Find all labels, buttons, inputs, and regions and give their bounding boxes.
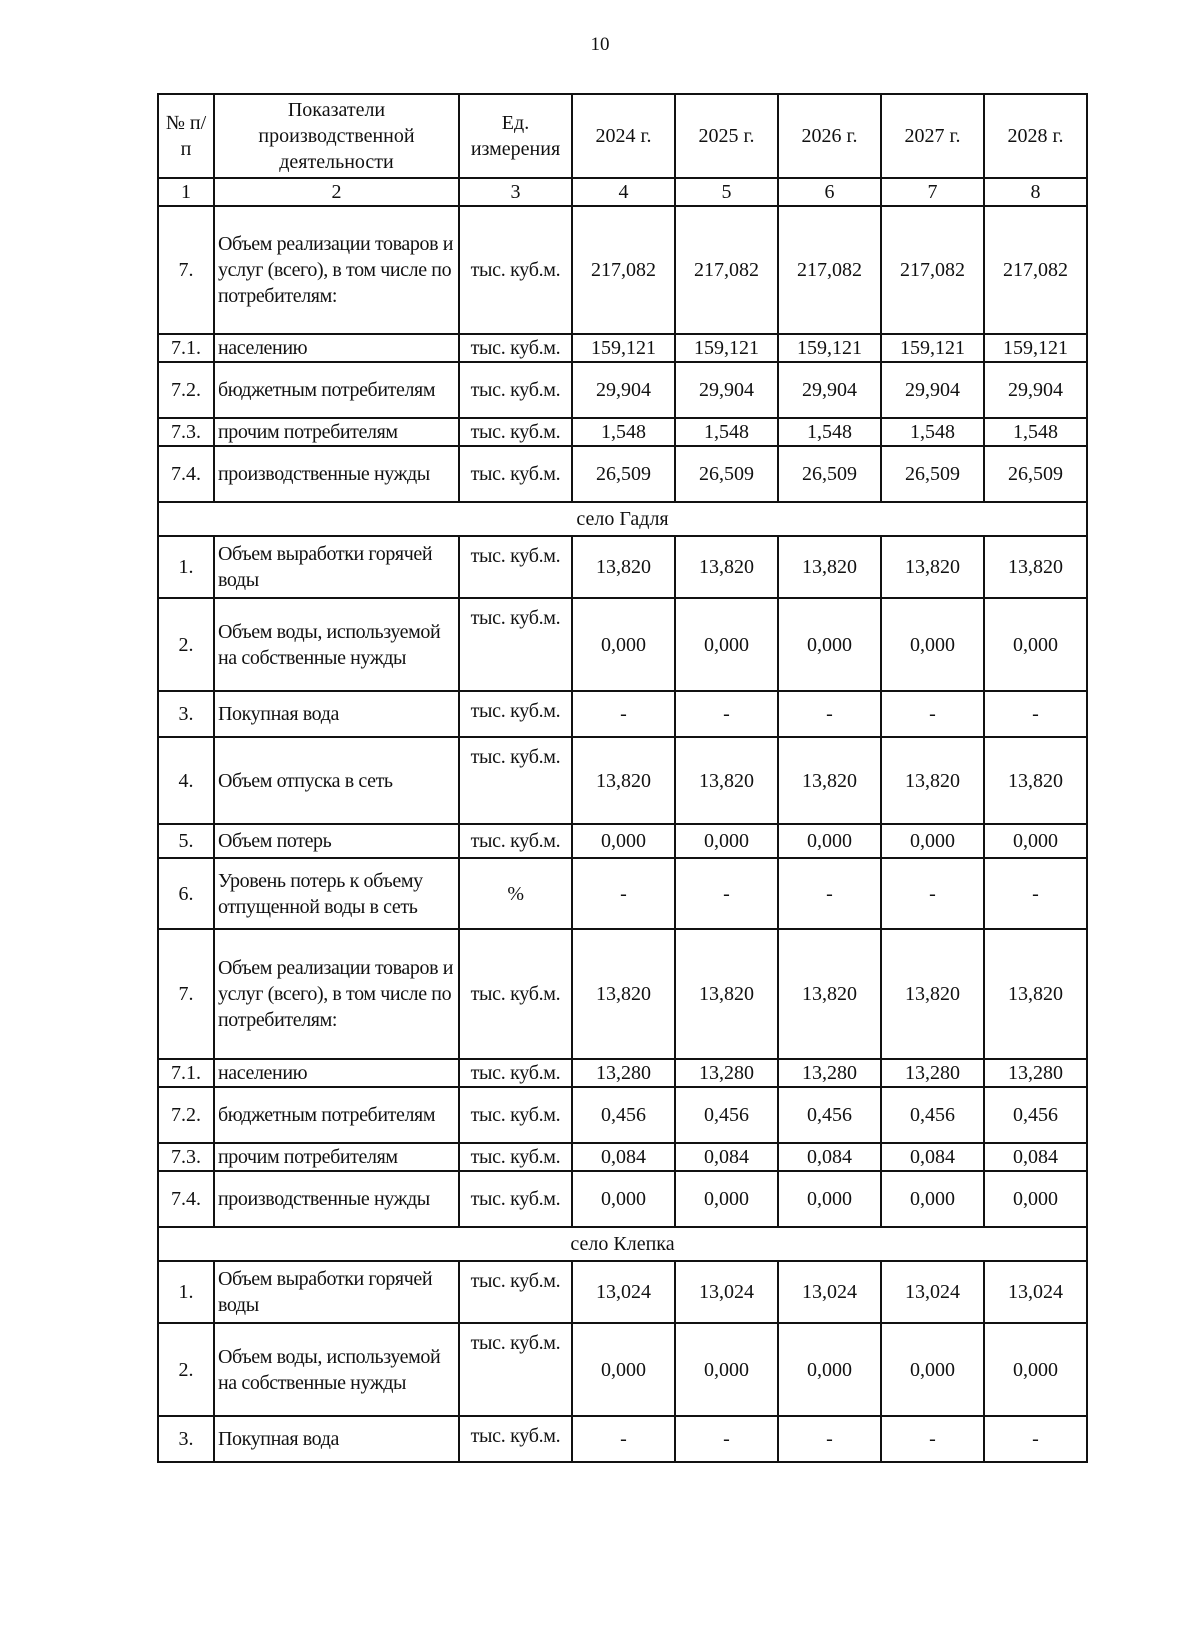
table-row (158, 418, 1087, 446)
value-cell: 13,820 (778, 536, 881, 598)
value-cell: - (572, 691, 675, 737)
value-cell: 13,280 (675, 1059, 778, 1087)
table-row (158, 206, 1087, 334)
indicator-name: производственные нужды (214, 1171, 459, 1227)
indicator-name: Объем потерь (214, 824, 459, 858)
value-cell: - (881, 858, 984, 929)
indicator-name: Покупная вода (214, 1416, 459, 1462)
unit-cell: тыс. куб.м. (459, 1171, 572, 1227)
column-number: 2 (214, 178, 459, 206)
value-cell: 0,456 (881, 1087, 984, 1143)
value-cell: 217,082 (675, 206, 778, 334)
value-cell: 13,820 (778, 737, 881, 824)
column-number: 5 (675, 178, 778, 206)
value-cell: 0,000 (572, 824, 675, 858)
value-cell: 0,000 (984, 1323, 1087, 1416)
value-cell: - (881, 1416, 984, 1462)
table-row (158, 334, 1087, 362)
table-row (158, 824, 1087, 858)
column-number: 4 (572, 178, 675, 206)
row-number: 3. (158, 691, 214, 737)
value-cell: 0,000 (984, 1171, 1087, 1227)
unit-cell: тыс. куб.м. (459, 536, 572, 598)
value-cell: 159,121 (572, 334, 675, 362)
section-title: село Гадля (158, 502, 1087, 536)
value-cell: - (778, 691, 881, 737)
section-klepka-title (158, 1227, 1087, 1261)
value-cell: 13,024 (778, 1261, 881, 1323)
value-cell: 0,000 (984, 824, 1087, 858)
value-cell: - (881, 691, 984, 737)
row-number: 7.3. (158, 1143, 214, 1171)
value-cell: 13,820 (984, 737, 1087, 824)
indicator-name: Объем выработки горячей воды (214, 1261, 459, 1323)
indicator-name: Объем выработки горячей воды (214, 536, 459, 598)
unit-cell: тыс. куб.м. (459, 737, 572, 824)
unit-cell: тыс. куб.м. (459, 1143, 572, 1171)
indicator-name: Покупная вода (214, 691, 459, 737)
row-number: 1. (158, 536, 214, 598)
unit-cell: тыс. куб.м. (459, 1087, 572, 1143)
value-cell: 0,000 (778, 1323, 881, 1416)
value-cell: 0,000 (778, 1171, 881, 1227)
header-unit: Ед. измерения (459, 94, 572, 178)
row-number: 7.3. (158, 418, 214, 446)
value-cell: 29,904 (675, 362, 778, 418)
value-cell: 13,024 (881, 1261, 984, 1323)
value-cell: 0,456 (675, 1087, 778, 1143)
table-body-top (158, 206, 1087, 502)
value-cell: 13,820 (572, 536, 675, 598)
section-header-row (158, 502, 1087, 536)
value-cell: 0,084 (675, 1143, 778, 1171)
unit-cell: тыс. куб.м. (459, 824, 572, 858)
value-cell: 217,082 (881, 206, 984, 334)
table-row (158, 929, 1087, 1059)
unit-cell: тыс. куб.м. (459, 691, 572, 737)
row-number: 1. (158, 1261, 214, 1323)
value-cell: 26,509 (984, 446, 1087, 502)
value-cell: 0,000 (881, 824, 984, 858)
row-number: 2. (158, 598, 214, 691)
table-row (158, 1059, 1087, 1087)
section-klepka-body (158, 1261, 1087, 1462)
row-number: 4. (158, 737, 214, 824)
header-year: 2027 г. (881, 94, 984, 178)
value-cell: 0,000 (778, 598, 881, 691)
column-number: 3 (459, 178, 572, 206)
value-cell: 1,548 (675, 418, 778, 446)
value-cell: 0,084 (984, 1143, 1087, 1171)
table-row (158, 536, 1087, 598)
value-cell: 13,024 (572, 1261, 675, 1323)
table-row (158, 362, 1087, 418)
value-cell: 1,548 (778, 418, 881, 446)
unit-cell: тыс. куб.м. (459, 446, 572, 502)
value-cell: 26,509 (675, 446, 778, 502)
value-cell: 0,456 (572, 1087, 675, 1143)
section-gadlya-title (158, 502, 1087, 536)
row-number: 7.1. (158, 1059, 214, 1087)
row-number: 7.2. (158, 1087, 214, 1143)
indicator-name: бюджетным потребителям (214, 362, 459, 418)
indicator-name: Объем реализации товаров и услуг (всего), в том числе по потребителям: (214, 206, 459, 334)
unit-cell: тыс. куб.м. (459, 1416, 572, 1462)
value-cell: 0,000 (675, 1171, 778, 1227)
value-cell: 29,904 (881, 362, 984, 418)
table-row (158, 737, 1087, 824)
value-cell: 13,280 (778, 1059, 881, 1087)
value-cell: - (572, 1416, 675, 1462)
row-number: 7. (158, 929, 214, 1059)
value-cell: 217,082 (984, 206, 1087, 334)
value-cell: 1,548 (984, 418, 1087, 446)
table-row (158, 446, 1087, 502)
unit-cell: % (459, 858, 572, 929)
value-cell: 26,509 (778, 446, 881, 502)
table-row (158, 1416, 1087, 1462)
value-cell: 13,820 (984, 536, 1087, 598)
indicator-name: населению (214, 1059, 459, 1087)
value-cell: 13,820 (675, 929, 778, 1059)
row-number: 7.4. (158, 1171, 214, 1227)
unit-cell: тыс. куб.м. (459, 1059, 572, 1087)
table-row (158, 598, 1087, 691)
unit-cell: тыс. куб.м. (459, 929, 572, 1059)
value-cell: 0,000 (675, 1323, 778, 1416)
column-number: 8 (984, 178, 1087, 206)
unit-cell: тыс. куб.м. (459, 1261, 572, 1323)
row-number: 6. (158, 858, 214, 929)
table-header-row (158, 94, 1087, 178)
value-cell: 13,820 (778, 929, 881, 1059)
column-number: 7 (881, 178, 984, 206)
value-cell: 0,000 (984, 598, 1087, 691)
value-cell: 217,082 (778, 206, 881, 334)
value-cell: 1,548 (572, 418, 675, 446)
value-cell: 13,280 (572, 1059, 675, 1087)
indicator-name: Уровень потерь к объему отпущенной воды в сеть (214, 858, 459, 929)
value-cell: - (778, 858, 881, 929)
value-cell: 0,000 (572, 1323, 675, 1416)
unit-cell: тыс. куб.м. (459, 598, 572, 691)
value-cell: 13,024 (984, 1261, 1087, 1323)
value-cell: 29,904 (778, 362, 881, 418)
row-number: 7.4. (158, 446, 214, 502)
value-cell: - (778, 1416, 881, 1462)
column-number: 6 (778, 178, 881, 206)
unit-cell: тыс. куб.м. (459, 362, 572, 418)
row-number: 2. (158, 1323, 214, 1416)
value-cell: 159,121 (984, 334, 1087, 362)
unit-cell: тыс. куб.м. (459, 418, 572, 446)
value-cell: 13,820 (572, 929, 675, 1059)
indicator-name: бюджетным потребителям (214, 1087, 459, 1143)
indicator-name: производственные нужды (214, 446, 459, 502)
value-cell: 13,820 (881, 929, 984, 1059)
value-cell: 0,456 (778, 1087, 881, 1143)
section-gadlya-body (158, 536, 1087, 1227)
value-cell: 159,121 (881, 334, 984, 362)
value-cell: 1,548 (881, 418, 984, 446)
column-number-row (158, 178, 1087, 206)
column-number: 1 (158, 178, 214, 206)
value-cell: 0,000 (881, 1323, 984, 1416)
table-row (158, 1143, 1087, 1171)
row-number: 3. (158, 1416, 214, 1462)
value-cell: 0,084 (778, 1143, 881, 1171)
value-cell: 0,000 (881, 1171, 984, 1227)
section-title: село Клепка (158, 1227, 1087, 1261)
value-cell: 29,904 (984, 362, 1087, 418)
value-cell: 26,509 (881, 446, 984, 502)
value-cell: 0,000 (675, 598, 778, 691)
value-cell: 159,121 (675, 334, 778, 362)
section-header-row (158, 1227, 1087, 1261)
value-cell: 0,456 (984, 1087, 1087, 1143)
value-cell: 13,820 (984, 929, 1087, 1059)
value-cell: 159,121 (778, 334, 881, 362)
unit-cell: тыс. куб.м. (459, 334, 572, 362)
indicator-name: прочим потребителям (214, 1143, 459, 1171)
value-cell: - (984, 691, 1087, 737)
value-cell: 13,820 (675, 737, 778, 824)
value-cell: - (572, 858, 675, 929)
value-cell: 13,820 (675, 536, 778, 598)
value-cell: - (675, 1416, 778, 1462)
value-cell: 0,000 (572, 1171, 675, 1227)
row-number: 7. (158, 206, 214, 334)
indicator-name: прочим потребителям (214, 418, 459, 446)
header-indicator: Показатели производственной деятельности (214, 94, 459, 178)
indicator-name: Объем воды, используемой на собственные нужды (214, 1323, 459, 1416)
value-cell: 13,280 (984, 1059, 1087, 1087)
value-cell: 13,280 (881, 1059, 984, 1087)
table-row (158, 858, 1087, 929)
table-row (158, 1087, 1087, 1143)
value-cell: 13,820 (572, 737, 675, 824)
indicators-table (157, 93, 1088, 1463)
value-cell: 0,000 (881, 598, 984, 691)
unit-cell: тыс. куб.м. (459, 206, 572, 334)
value-cell: - (675, 858, 778, 929)
value-cell: 0,000 (572, 598, 675, 691)
header-year: 2026 г. (778, 94, 881, 178)
header-year: 2024 г. (572, 94, 675, 178)
table-row (158, 691, 1087, 737)
header-year: 2028 г. (984, 94, 1087, 178)
value-cell: 13,820 (881, 536, 984, 598)
indicator-name: Объем реализации товаров и услуг (всего), в том числе по потребителям: (214, 929, 459, 1059)
value-cell: 29,904 (572, 362, 675, 418)
unit-cell: тыс. куб.м. (459, 1323, 572, 1416)
value-cell: 217,082 (572, 206, 675, 334)
indicator-name: населению (214, 334, 459, 362)
value-cell: 0,000 (675, 824, 778, 858)
value-cell: - (984, 1416, 1087, 1462)
table-row (158, 1323, 1087, 1416)
indicator-name: Объем воды, используемой на собственные нужды (214, 598, 459, 691)
table-row (158, 1261, 1087, 1323)
value-cell: 13,024 (675, 1261, 778, 1323)
value-cell: 0,084 (881, 1143, 984, 1171)
row-number: 7.1. (158, 334, 214, 362)
header-no: № п/п (158, 94, 214, 178)
indicator-name: Объем отпуска в сеть (214, 737, 459, 824)
table-row (158, 1171, 1087, 1227)
value-cell: - (675, 691, 778, 737)
row-number: 5. (158, 824, 214, 858)
value-cell: - (984, 858, 1087, 929)
row-number: 7.2. (158, 362, 214, 418)
value-cell: 26,509 (572, 446, 675, 502)
value-cell: 13,820 (881, 737, 984, 824)
value-cell: 0,084 (572, 1143, 675, 1171)
header-year: 2025 г. (675, 94, 778, 178)
value-cell: 0,000 (778, 824, 881, 858)
page-number: 10 (590, 34, 610, 55)
